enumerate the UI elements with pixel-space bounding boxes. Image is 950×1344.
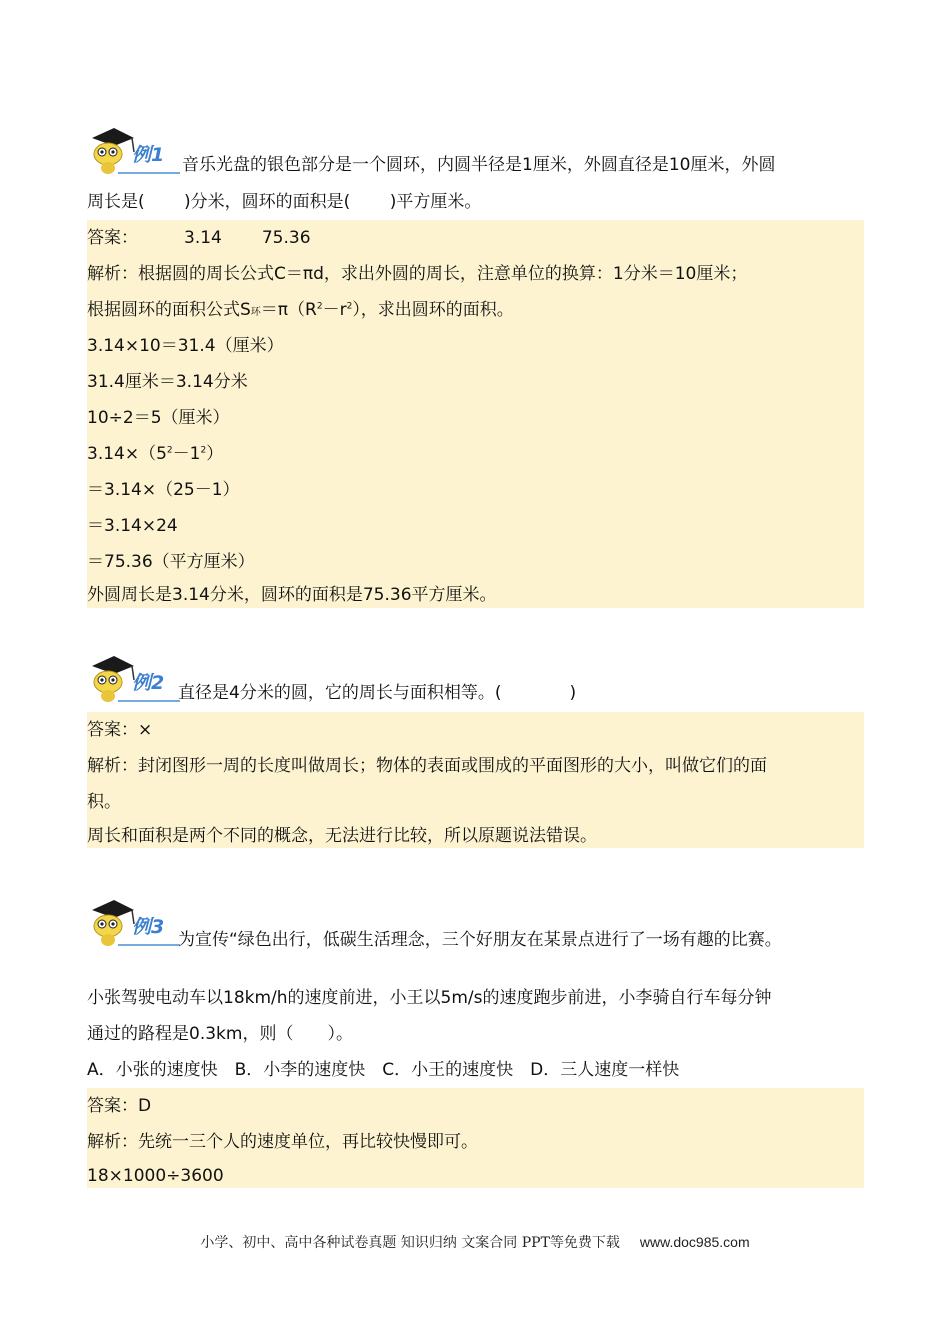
example-2-badge	[88, 654, 180, 706]
example-1-question-line-2: 周长是( )分米，圆环的面积是( )平方厘米。	[87, 192, 482, 212]
answer-value-2: 75.36	[261, 228, 311, 248]
owl-scholar-icon	[88, 898, 180, 950]
example-1-badge	[88, 126, 180, 178]
example-1-calc-1: 3.14×10＝31.4（厘米）	[87, 328, 864, 364]
svg-text:例1: 例1	[132, 144, 165, 166]
example-1-calc-2: 31.4厘米＝3.14分米	[87, 364, 864, 400]
example-2-explanation-3: 周长和面积是两个不同的概念，无法进行比较，所以原题说法错误。	[87, 820, 864, 848]
example-3-question-line-3: 通过的路程是0.3km，则（ ）。	[87, 1024, 353, 1044]
example-1-calc-4: $3.14\times(5^2-1^2)$	[87, 436, 864, 472]
example-1-calc-3: 10÷2＝5（厘米）	[87, 400, 864, 436]
example-1-explanation-1: 解析：根据圆的周长公式C＝πd，求出外圆的周长，注意单位的换算：1分米＝10厘米；	[87, 256, 864, 292]
example-1-calc-7: ＝75.36（平方厘米）	[87, 544, 864, 580]
example-2-explanation-1: 解析：封闭图形一周的长度叫做周长；物体的表面或围成的平面图形的大小，叫做它们的面	[87, 748, 864, 784]
answer-label: 答案：	[87, 228, 138, 248]
example-3-options: A．小张的速度快 B．小李的速度快 C．小王的速度快 D．三人速度一样快	[87, 1060, 680, 1080]
example-2-answer: 答案：×	[87, 712, 864, 748]
owl-scholar-icon	[88, 126, 180, 178]
example-3-calc-1: 18×1000÷3600	[87, 1160, 864, 1188]
example-3-answer: 答案：D	[87, 1088, 864, 1124]
example-1-conclusion: 外圆周长是3.14分米，圆环的面积是75.36平方厘米。	[87, 580, 864, 608]
owl-scholar-icon	[88, 654, 180, 706]
footer-text: 小学、初中、高中各种试卷真题 知识归纳 文案合同 PPT等免费下载	[200, 1235, 620, 1251]
example-1-question-line-1: 音乐光盘的银色部分是一个圆环，内圆半径是1厘米，外圆直径是10厘米，外圆	[182, 155, 776, 175]
example-1-answer	[87, 220, 864, 256]
answer-value-1: 3.14	[184, 228, 222, 248]
example-3-badge	[88, 898, 180, 950]
page-footer	[0, 1232, 950, 1252]
example-3-question-line-2: 小张驾驶电动车以18km/h的速度前进，小王以5m/s的速度跑步前进，小李骑自行车每分钟	[87, 988, 772, 1008]
footer-url[interactable]: www.doc985.com	[639, 1234, 750, 1250]
example-2-explanation-2: 积。	[87, 784, 864, 820]
example-2-question: 直径是4分米的圆，它的周长与面积相等。( )	[178, 683, 577, 703]
svg-text:例3: 例3	[132, 916, 165, 938]
example-3-question-line-1: 为宣传“绿色出行，低碳生活理念，三个好朋友在某景点进行了一场有趣的比赛。	[178, 930, 782, 950]
example-1-explanation-2: 根据圆环的面积公式S环$=\pi(R^2-r^2)$，求出圆环的面积。	[87, 292, 864, 328]
example-1-calc-5: ＝3.14×（25－1）	[87, 472, 864, 508]
example-1-calc-6: ＝3.14×24	[87, 508, 864, 544]
example-3-explanation-1: 解析：先统一三个人的速度单位，再比较快慢即可。	[87, 1124, 864, 1160]
svg-text:例2: 例2	[132, 672, 165, 694]
